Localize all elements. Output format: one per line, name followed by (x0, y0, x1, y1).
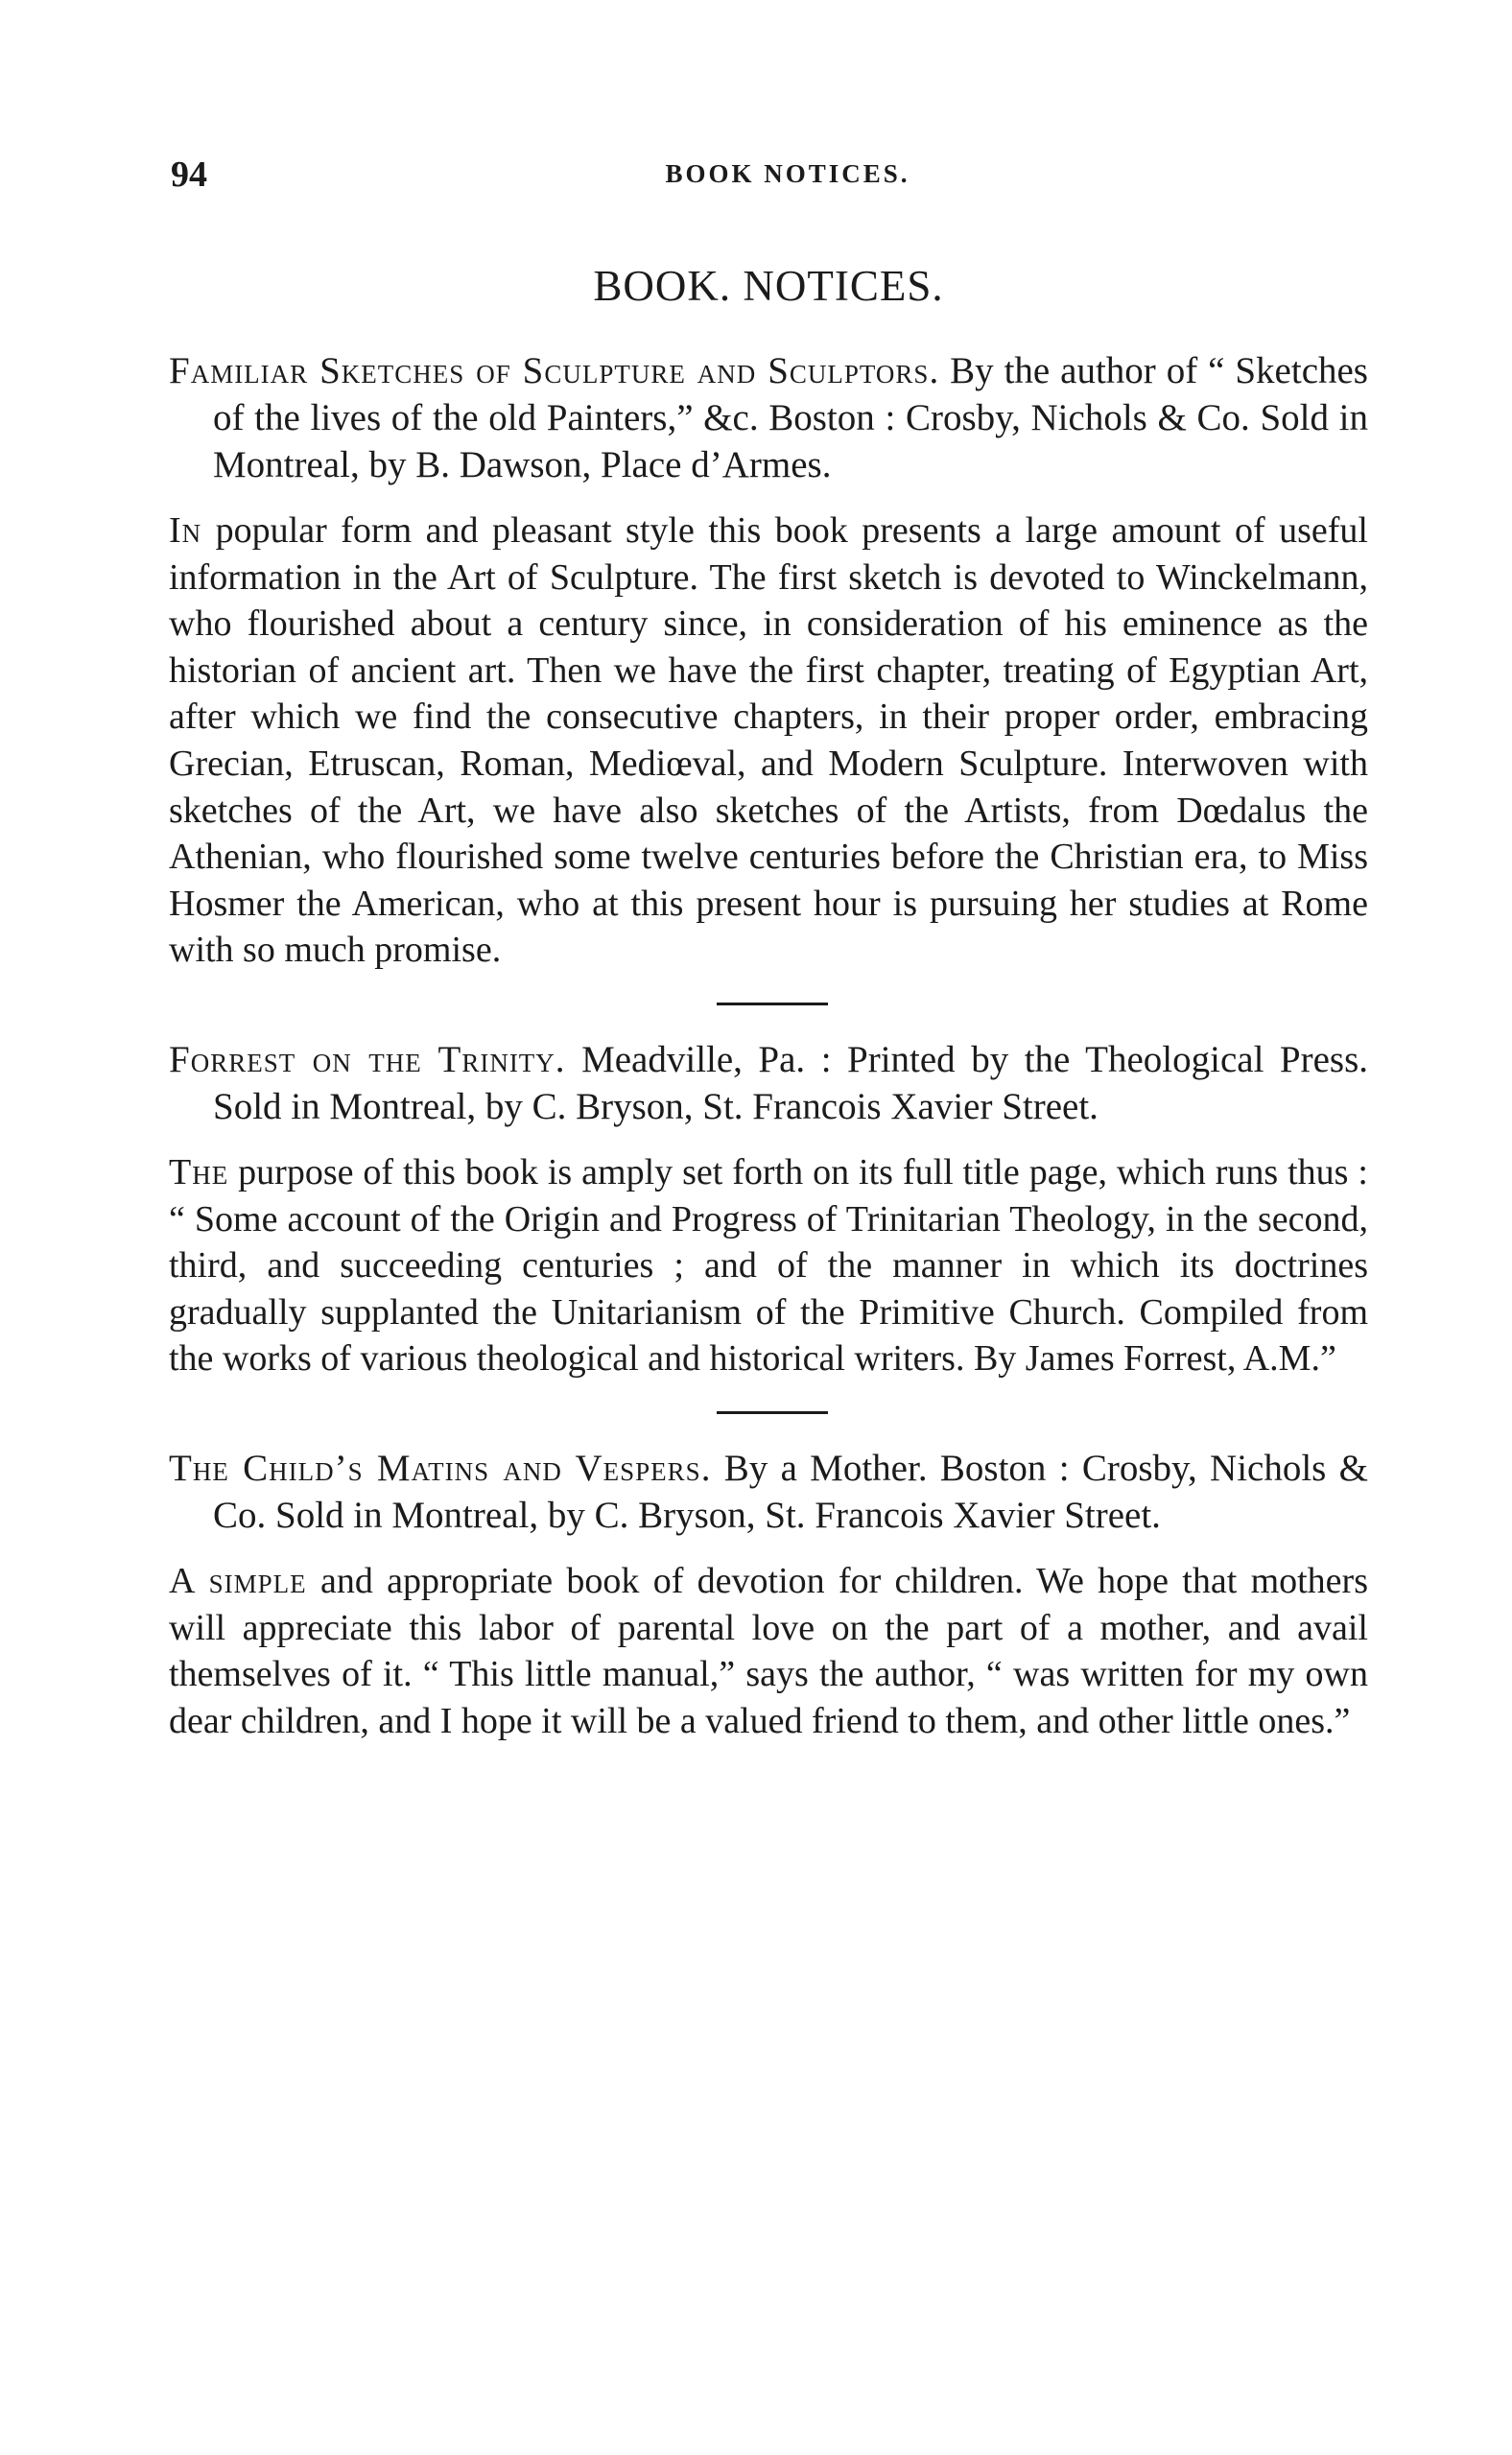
notice-body (169, 1149, 1368, 1382)
notice-text: and appropriate book of devotion for children. We hope that mothers will appreciate this labor of parental love on the part of a mother, and avail themselves of it. “ This little manual,” says the author, “ was written for my own dear children, and I hope it will be a valued friend to them, and other little ones.” (169, 1560, 1368, 1741)
lead-word: In (169, 510, 202, 551)
notice-heading (169, 347, 1368, 488)
book-title: Familiar Sketches of Sculpture and Sculptors. (169, 350, 940, 391)
notice-heading (169, 1445, 1368, 1539)
section-divider (717, 1411, 828, 1414)
notice-body (169, 1558, 1368, 1744)
lead-word: The (169, 1151, 229, 1192)
running-head (171, 153, 1366, 201)
page-number: 94 (171, 154, 207, 195)
lead-word: A simple (169, 1560, 307, 1601)
notice-heading (169, 1036, 1368, 1130)
notice-text: purpose of this book is amply set forth on its full title page, which runs thus : “ Some account of the Origin and Progress of Trinitarian Theology, in the second, third, and succeeding centuries ; and of the manner in which its doctrines gradually supplanted the Unitarianism of the Primitive Church. Compiled from the works of various theological and historical writers. By James Forrest, A.M.” (169, 1151, 1368, 1380)
book-imprint: By a Mother. Boston : Crosby, Nichols & Co. Sold in Montreal, by C. Bryson, St. Francois Xavier Street. (213, 1447, 1368, 1536)
book-title: The Child’s Matins and Vespers. (169, 1447, 712, 1489)
text-column (169, 347, 1368, 1744)
book-imprint: By the author of “ Sketches of the lives of the old Painters,” &c. Boston : Crosby, Nichols & Co. Sold in Montreal, by B. Dawson, Place d’Armes. (213, 350, 1368, 485)
notice-text: popular form and pleasant style this book presents a large amount of useful information in the Art of Sculpture. The first sketch is devoted to Winckelmann, who flourished about a century since, in consideration of his eminence as the historian of ancient art. Then we have the first chapter, treating of Egyptian Art, after which we find the consecutive chapters, in their proper order, embracing Grecian, Etruscan, Roman, Mediœval, and Modern Sculpture. Interwoven with sketches of the Art, we have also sketches of the Artists, from Dœdalus the Athenian, who flourished some twelve centuries before the Christian era, to Miss Hosmer the American, who at this present hour is pursuing her studies at Rome with so much promise. (169, 510, 1368, 971)
book-notice (169, 1445, 1368, 1744)
section-divider (717, 1003, 828, 1005)
book-imprint: Meadville, Pa. : Printed by the Theological Press. Sold in Montreal, by C. Bryson, St. Francois Xavier Street. (213, 1038, 1368, 1127)
book-notice (169, 1036, 1368, 1382)
book-notice (169, 347, 1368, 974)
section-title: BOOK. NOTICES. (593, 262, 944, 310)
running-title: BOOK NOTICES. (665, 159, 910, 188)
notice-body (169, 508, 1368, 974)
book-title: Forrest on the Trinity. (169, 1038, 566, 1080)
